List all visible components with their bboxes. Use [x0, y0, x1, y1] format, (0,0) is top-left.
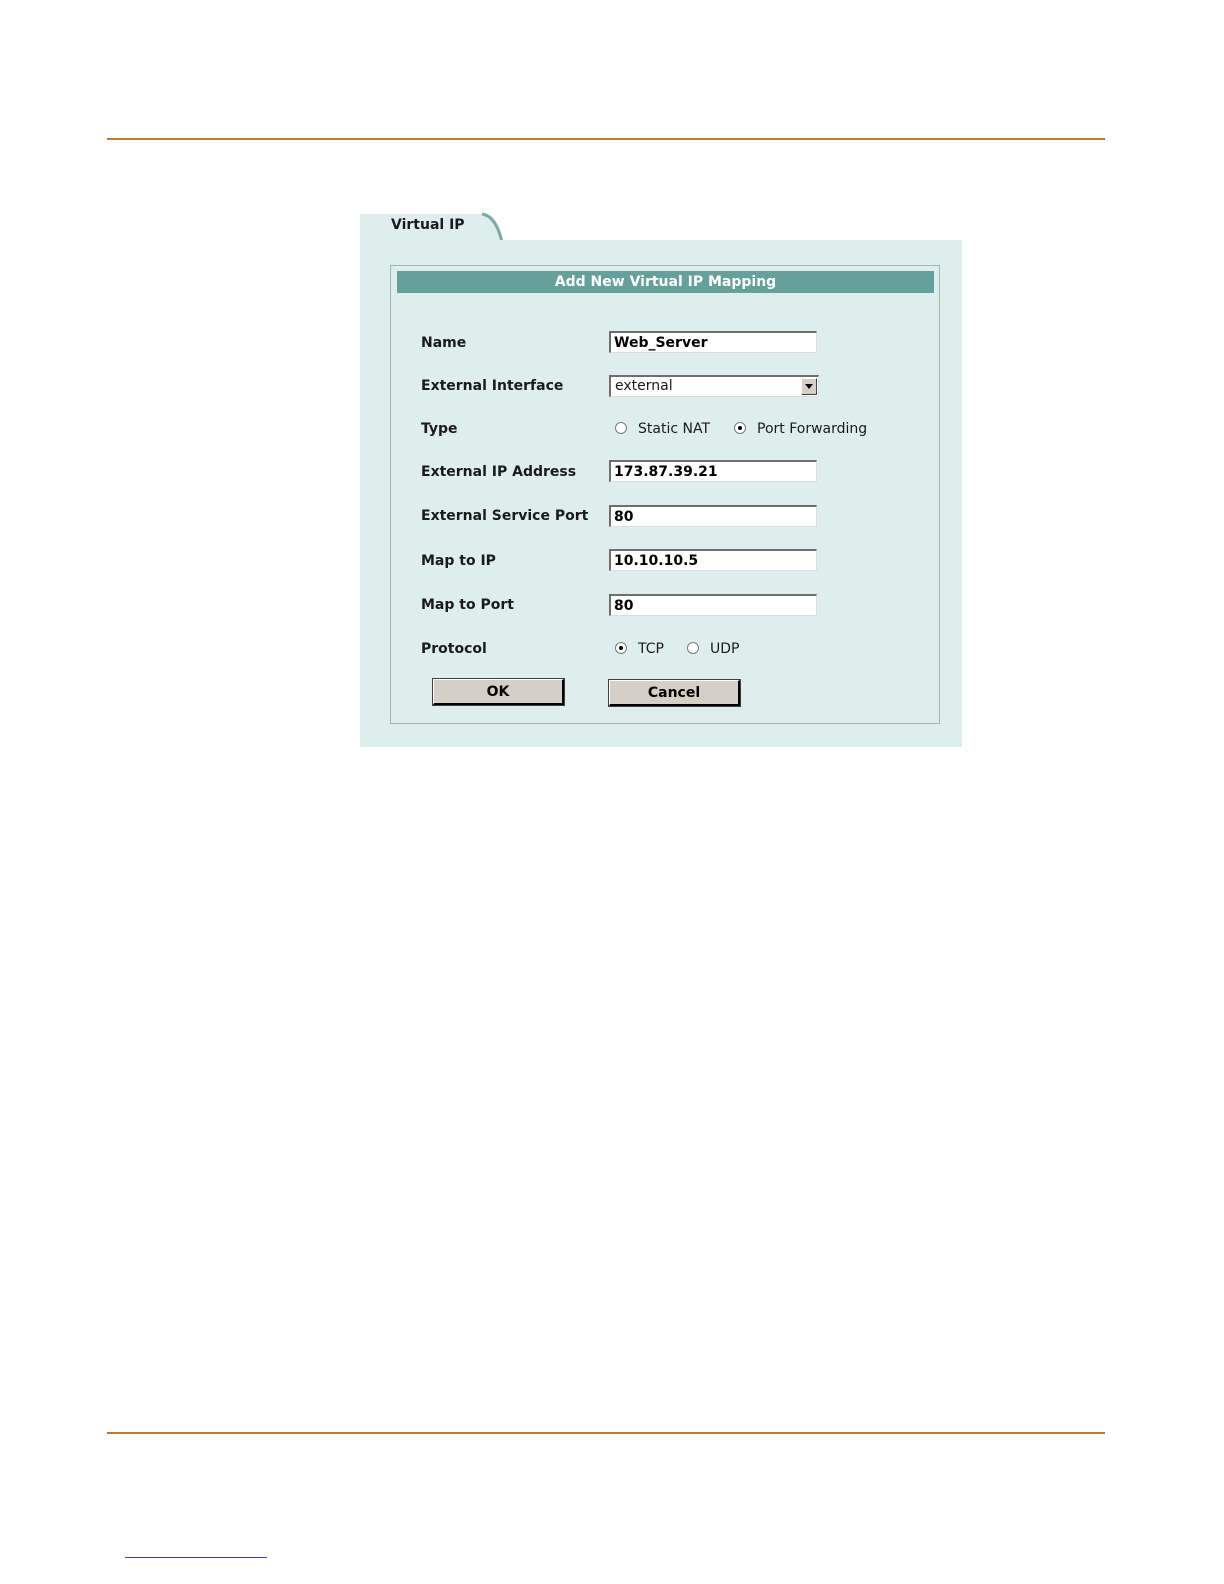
type-port-forwarding-label[interactable]: Port Forwarding	[757, 421, 868, 437]
ok-button[interactable]: OK	[433, 679, 564, 705]
tab-label: Virtual IP	[391, 217, 465, 233]
external-ip-input[interactable]	[609, 460, 817, 482]
tab-virtual-ip[interactable]	[360, 212, 508, 242]
footer-link-underline	[125, 1557, 267, 1558]
type-static-nat-label[interactable]: Static NAT	[638, 421, 710, 437]
external-interface-label: External Interface	[421, 378, 564, 394]
name-input[interactable]	[609, 331, 817, 353]
type-static-nat-radio[interactable]	[615, 422, 627, 434]
map-to-ip-input[interactable]	[609, 549, 817, 571]
type-label: Type	[421, 421, 458, 437]
map-to-port-input[interactable]	[609, 594, 817, 616]
protocol-udp-label[interactable]: UDP	[710, 641, 740, 657]
name-label: Name	[421, 335, 467, 351]
cancel-button[interactable]: Cancel	[609, 680, 740, 706]
type-port-forwarding-radio[interactable]	[734, 422, 746, 434]
map-to-ip-label: Map to IP	[421, 553, 496, 569]
protocol-udp-radio[interactable]	[687, 642, 699, 654]
map-to-port-label: Map to Port	[421, 597, 514, 613]
chevron-down-icon[interactable]	[801, 378, 817, 395]
external-ip-label: External IP Address	[421, 464, 577, 480]
page-footer-rule	[107, 1432, 1105, 1434]
dialog-title: Add New Virtual IP Mapping	[397, 271, 934, 293]
protocol-label: Protocol	[421, 641, 487, 657]
external-interface-value: external	[615, 378, 673, 394]
external-service-port-input[interactable]	[609, 505, 817, 527]
protocol-tcp-radio[interactable]	[615, 642, 627, 654]
protocol-tcp-label[interactable]: TCP	[638, 641, 664, 657]
page-header-rule	[107, 138, 1105, 140]
external-service-port-label: External Service Port	[421, 508, 589, 524]
external-interface-select[interactable]	[609, 375, 819, 397]
